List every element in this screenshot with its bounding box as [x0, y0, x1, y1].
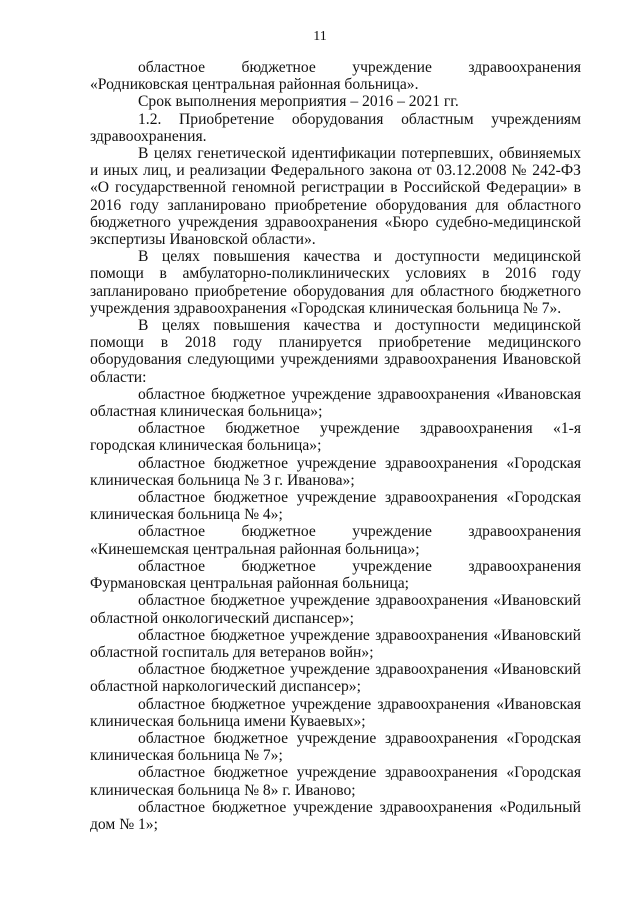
item-word: учреждениям: [491, 110, 581, 128]
list-item-institution: областное бюджетное учреждение здравоохранения «Городская клиническая больница № 4»;: [90, 489, 581, 524]
list-item-institution: областное бюджетное учреждение здравоохранения «Городская клиническая больница № 3 г. Иванова»;: [90, 454, 581, 489]
list-item-institution: областное бюджетное учреждение здравоохранения «Ивановская клиническая больница имени Куваевых»;: [90, 695, 581, 730]
item-word: оборудования: [291, 110, 384, 128]
item-word: областным: [401, 110, 474, 128]
list-item-institution: областное бюджетное учреждение здравоохранения «Городская клиническая больница № 8» г. Иваново;: [90, 764, 581, 799]
list-item-institution: областное бюджетное учреждение здравоохранения «Ивановская областная клиническая больница»;: [90, 385, 581, 421]
list-item-institution: областное бюджетное учреждение здравоохранения «Ивановский областной наркологический диспансер»;: [90, 661, 581, 696]
paragraph-genetic-identification: В целях генетической идентификации потерпевших, обвиняемых и иных лиц, и реализации Федерального закона от 03.12.2008 № 242-ФЗ «О государственной геномной регистрации в Российской Федерации» в 2016 году запланировано приобретение оборудования для областного бюджетного учреждения здравоохранения «Бюро судебно-медицинской экспертизы Ивановской области».: [90, 145, 581, 249]
item-word: Приобретение: [179, 110, 275, 128]
list-item-institution: областное бюджетное учреждение здравоохранения «Кинешемская центральная районная больница»;: [90, 523, 581, 558]
list-item-institution: областное бюджетное учреждение здравоохранения «1-я городская клиническая больница»;: [90, 420, 581, 455]
paragraph-deadline: Срок выполнения мероприятия – 2016 – 2021 гг.: [138, 93, 459, 111]
list-item-institution: областное бюджетное учреждение здравоохранения «Городская клиническая больница № 7»;: [90, 729, 581, 765]
paragraph-rodnikovskaya-hospital: областное бюджетное учреждение здравоохранения «Родниковская центральная районная больница».: [90, 59, 581, 94]
section-item-1-2-heading: [90, 111, 581, 128]
list-item-institution: областное бюджетное учреждение здравоохранения Фурмановская центральная районная больница;: [90, 557, 581, 593]
page-number: 11: [313, 29, 327, 44]
paragraph-ambulatory-care: В целях повышения качества и доступности медицинской помощи в амбулаторно-поликлинических условиях в 2016 году запланировано приобретение оборудования для областного бюджетного учреждения здравоохранения «Городская клиническая больница № 7».: [90, 248, 581, 317]
section-item-1-2-continuation: здравоохранения.: [90, 127, 207, 145]
document-body: [90, 59, 581, 833]
list-item-institution: областное бюджетное учреждение здравоохранения «Родильный дом № 1»;: [90, 798, 581, 833]
list-item-institution: областное бюджетное учреждение здравоохранения «Ивановский областной госпиталь для ветеранов войн»;: [90, 626, 581, 661]
item-number: 1.2.: [138, 110, 162, 128]
list-item-institution: областное бюджетное учреждение здравоохранения «Ивановский областной онкологический диспансер»;: [90, 592, 581, 627]
paragraph-2018-equipment: В целях повышения качества и доступности медицинской помощи в 2018 году планируется приобретение медицинского оборудования следующими учреждениями здравоохранения Ивановской области:: [90, 317, 581, 386]
